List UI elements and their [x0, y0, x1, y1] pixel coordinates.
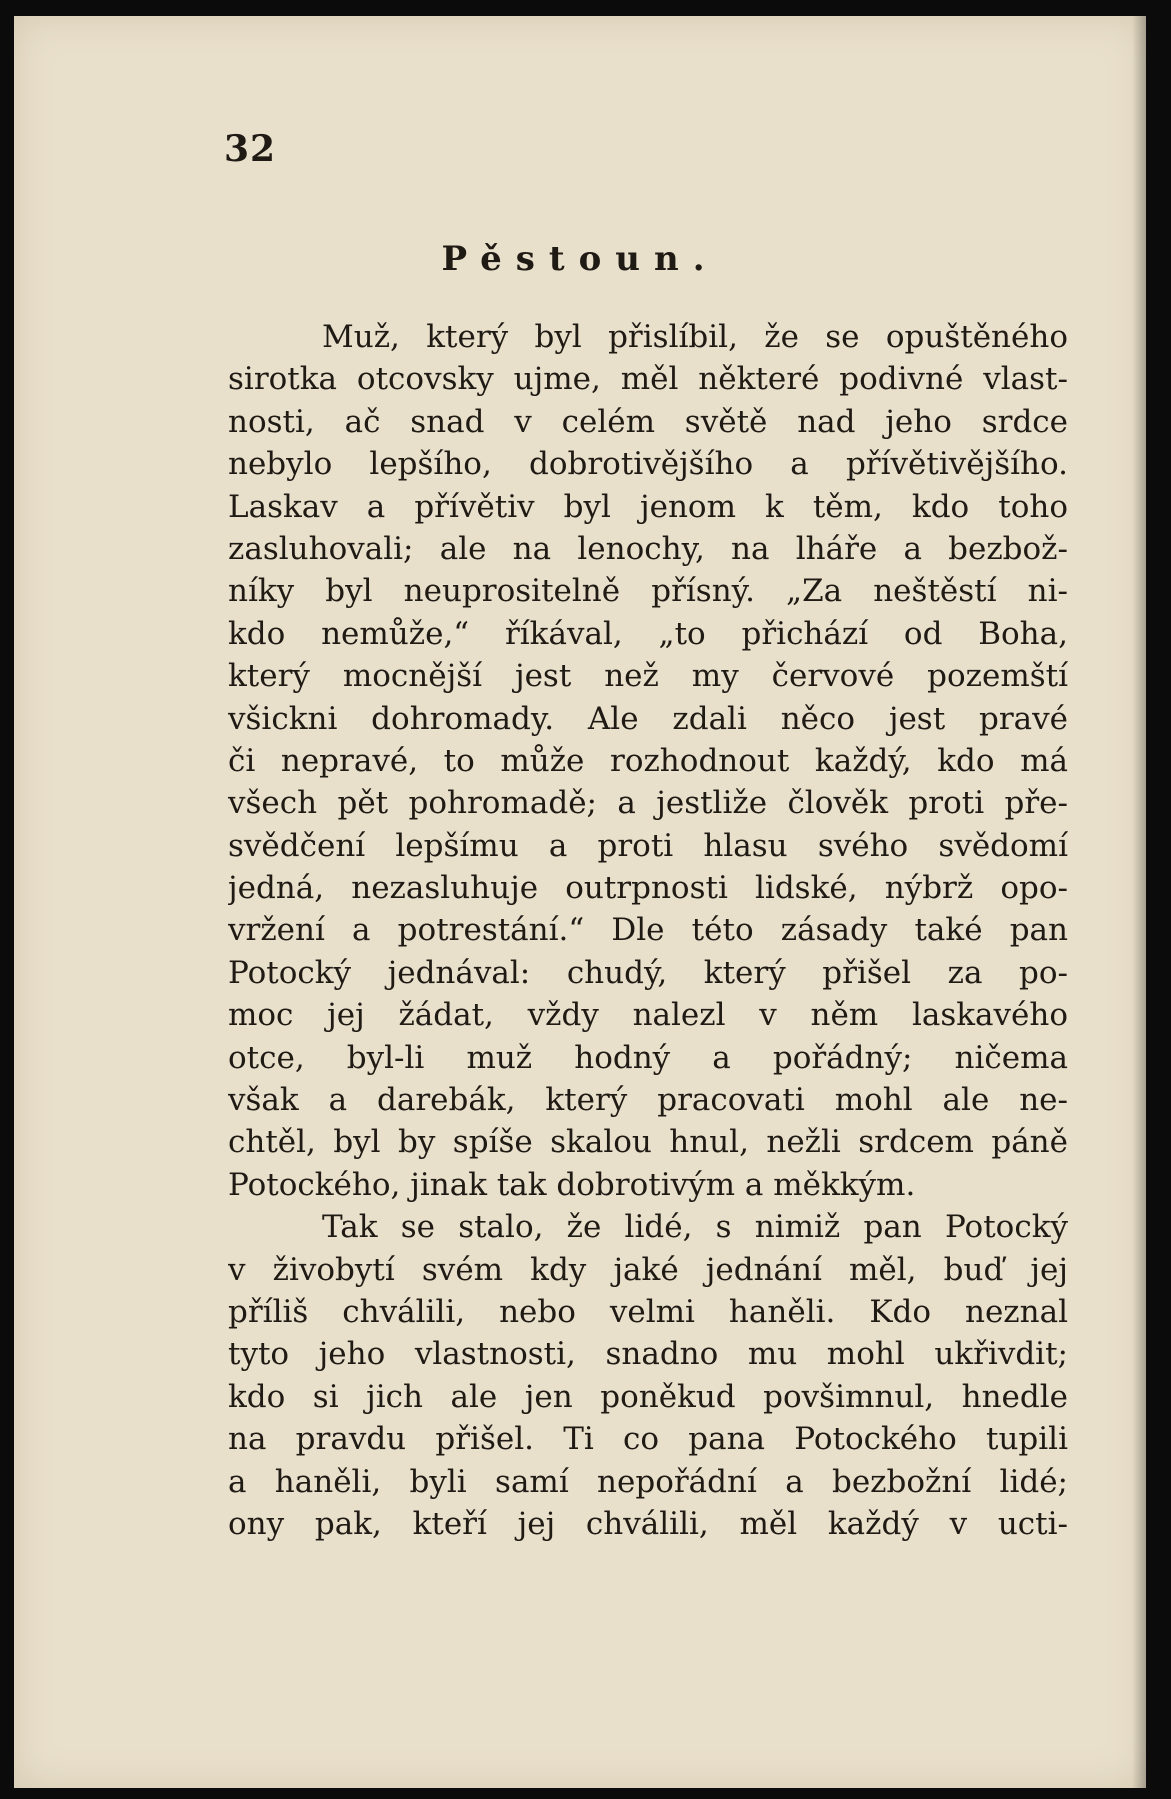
text-line: chtěl, byl by spíše skalou hnul, nežli srdcem páně	[228, 1124, 1068, 1161]
page-number: 32	[224, 128, 277, 170]
text-line: kdo si jich ale jen poněkud povšimnul, hnedle	[228, 1378, 1068, 1415]
text-line: na pravdu přišel. Ti co pana Potockého tupili	[228, 1421, 1068, 1458]
text-line: Potockého, jinak tak dobrotivým a měkkým.	[228, 1166, 916, 1203]
text-line: nosti, ač snad v celém světě nad jeho srdce	[228, 403, 1068, 440]
text-line: Tak se stalo, že lidé, s nimiž pan Potocký	[322, 1209, 1068, 1246]
text-line: všech pět pohromadě; a jestliže člověk proti pře-	[228, 785, 1068, 822]
text-line: svědčení lepšímu a proti hlasu svého svědomí	[228, 827, 1068, 864]
text-line: Muž, který byl přislíbil, že se opuštěného	[322, 319, 1068, 355]
text-line: kdo nemůže,“ říkával, „to přichází od Boha,	[228, 615, 1068, 652]
text-line: jedná, nezasluhuje outrpnosti lidské, nýbrž opo-	[228, 870, 1068, 907]
text-line: Potocký jednával: chudý, který přišel za po-	[228, 954, 1068, 991]
text-line: tyto jeho vlastnosti, snadno mu mohl ukřivdit;	[228, 1336, 1068, 1373]
text-line: příliš chválili, nebo velmi haněli. Kdo neznal	[228, 1293, 1068, 1330]
book-page	[14, 16, 1146, 1788]
text-line: a haněli, byli samí nepořádní a bezbožní lidé;	[228, 1463, 1068, 1500]
text-line: ony pak, kteří jej chválili, měl každý v ucti-	[228, 1505, 1068, 1542]
text-line: v živobytí svém kdy jaké jednání měl, buď jej	[228, 1251, 1068, 1288]
page-edge-shadow	[1132, 16, 1146, 1788]
text-line: vržení a potrestání.“ Dle této zásady také pan	[228, 912, 1068, 949]
text-line: zasluhovali; ale na lenochy, na lháře a bezbož-	[228, 530, 1068, 567]
chapter-title: Pěstoun.	[441, 239, 719, 279]
text-line: který mocnější jest než my červové pozemští	[228, 658, 1068, 695]
text-line: sirotka otcovsky ujme, měl některé podivné vlast-	[228, 361, 1068, 398]
text-line: či nepravé, to může rozhodnout každý, kdo má	[228, 742, 1068, 779]
body-text	[228, 316, 1068, 1545]
text-line: Laskav a přívětiv byl jenom k těm, kdo toho	[228, 488, 1068, 525]
text-line: níky byl neuprositelně přísný. „Za neštěstí ni-	[228, 573, 1068, 610]
text-line: však a darebák, který pracovati mohl ale ne-	[228, 1082, 1068, 1119]
text-line: všickni dohromady. Ale zdali něco jest pravé	[228, 700, 1068, 737]
text-line: nebylo lepšího, dobrotivějšího a přívětivějšího.	[228, 446, 1068, 483]
text-line: moc jej žádat, vždy nalezl v něm laskavého	[228, 997, 1068, 1034]
text-line: otce, byl-li muž hodný a pořádný; ničema	[228, 1039, 1068, 1076]
